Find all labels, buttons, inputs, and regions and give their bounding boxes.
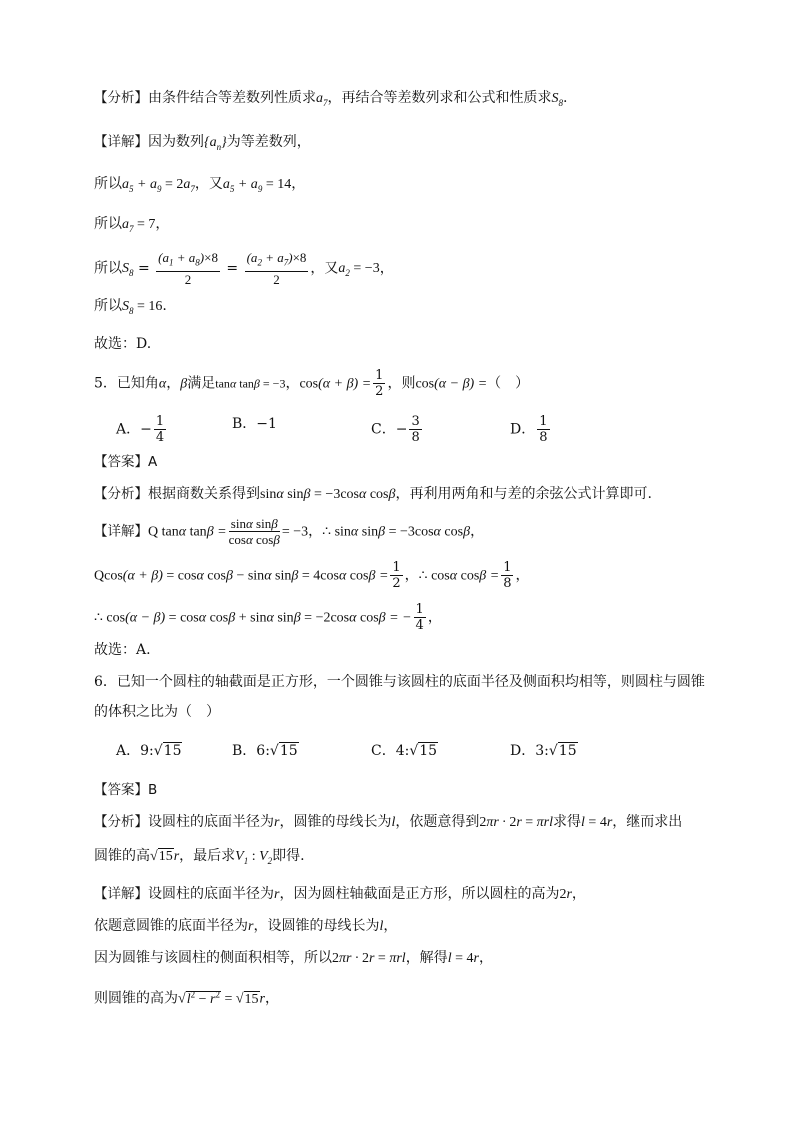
q4-answer-choice: 故选：D. (94, 336, 152, 352)
q5-solution-line1: 【详解】Q tanα tanβ = $\frac{\text{sinα sinβ}}{\text{cosα cosβ}}$ = −3，∴ sinα sinβ = −3cosα cosβ， (94, 516, 485, 547)
q6-solution-line4: 则圆锥的高为$√l^2 - r^2 = √15r$， (94, 989, 279, 1007)
q4-solution-line5: 所以$S_8 = 16$. (94, 298, 167, 316)
q5-option-b[interactable]: B．−1 (232, 416, 277, 432)
q4-solution-line2: 所以$a_5 + a_9 = 2a_7$，又$a_5 + a_9 = 14$， (94, 176, 306, 194)
q5-option-d[interactable]: D． $\frac{1}{8}$ (510, 414, 548, 445)
q5-answer-choice: 故选：A. (94, 642, 151, 658)
q4-analysis: 【分析】由条件结合等差数列性质求$a_7$，再结合等差数列求和公式和性质求$S_8$. (94, 90, 568, 108)
q6-stem-line2: 的体积之比为（ ） (94, 704, 220, 720)
q6-analysis-line2: 圆锥的高√15r，最后求$V_1$ : $V_2$即得. (94, 848, 305, 866)
q6-solution-line2: 依题意圆锥的底面半径为r，设圆锥的母线长为l， (94, 918, 398, 934)
q5-option-c[interactable]: C．− $\frac{3}{8}$ (371, 414, 420, 445)
analysis-tag: 【分析】 (94, 90, 148, 106)
q4-solution-line3: 所以$a_7 = 7$， (94, 216, 170, 234)
q5-answer: 【答案】A (94, 454, 158, 470)
q6-stem-line1: 6．已知一个圆柱的轴截面是正方形，一个圆锥与该圆柱的底面半径及侧面积均相等，则圆柱与圆锥 (94, 674, 705, 690)
q4-solution-line4: 所以$S_8$ = $\frac{(a_1 + a_8)\times 8}{2}$ = $\frac{(a_2 + a_7)\times 8}{2}$ ，又$a_2 = -3$， (94, 250, 394, 287)
q6-option-d[interactable]: D．3:√15 (510, 743, 577, 759)
q6-answer: 【答案】B (94, 782, 158, 798)
q5-solution-line2: Qcos(α + β) = cosα cosβ − sinα sinβ = 4cosα cosβ = $\frac{1}{2}$ ，∴ cosα cosβ = $\frac{1}{8}$ ， (94, 560, 530, 591)
solution-tag: 【详解】 (94, 134, 148, 150)
q6-option-b[interactable]: B．6:√15 (232, 743, 298, 759)
q6-option-a[interactable]: A．9:√15 (116, 743, 182, 759)
q5-analysis: 【分析】根据商数关系得到sinα sinβ = −3cosα cosβ，再利用两角和与差的余弦公式计算即可. (94, 486, 652, 502)
q6-solution-line3: 因为圆锥与该圆柱的侧面积相等，所以2πr · 2r = πrl，解得l = 4r， (94, 950, 493, 966)
q5-option-a[interactable]: A．− $\frac{1}{4}$ (116, 414, 165, 445)
q4-solution-line1: 【详解】因为数列$\{a_n\}$为等差数列， (94, 134, 311, 152)
q5-stem: 5．已知角α，β满足tanα tanβ = −3，cos(α + β) = $\frac{1}{2}$ ，则cos(α − β) =（ ） (94, 368, 530, 399)
q6-solution-line1: 【详解】设圆柱的底面半径为r，因为圆柱轴截面是正方形，所以圆柱的高为2r， (94, 886, 586, 902)
q5-solution-line3: ∴ cos(α − β) = cosα cosβ + sinα sinβ = −2cosα cosβ = − $\frac{1}{4}$ ， (94, 602, 442, 633)
q6-analysis-line1: 【分析】设圆柱的底面半径为r，圆锥的母线长为l，依题意得到2πr · 2r = πrl求得l = 4r，继而求出 (94, 814, 683, 830)
q6-option-c[interactable]: C．4:√15 (371, 743, 438, 759)
